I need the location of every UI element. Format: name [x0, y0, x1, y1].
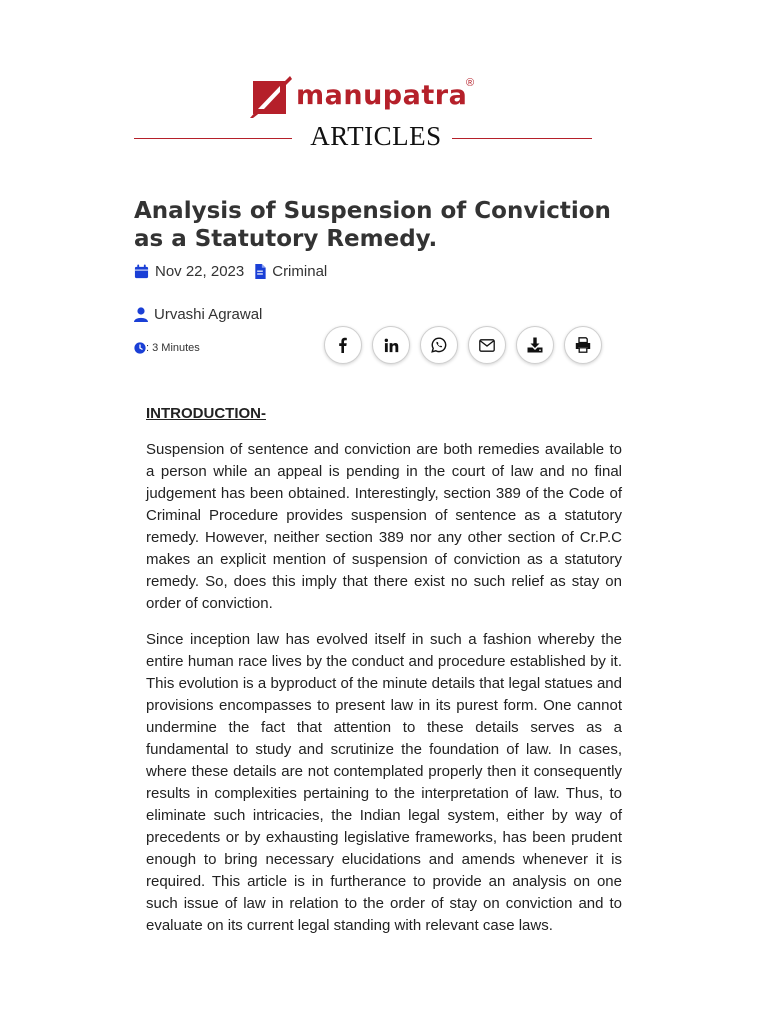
section-heading: INTRODUCTION- [146, 405, 266, 422]
section-title: ARTICLES [310, 121, 442, 151]
header-divider-left [134, 138, 292, 139]
email-icon [479, 339, 495, 352]
article-category-link[interactable]: Criminal [272, 262, 328, 280]
print-button[interactable] [564, 326, 602, 364]
share-whatsapp-button[interactable] [420, 326, 458, 364]
manupatra-logo-icon [250, 76, 292, 118]
share-facebook-button[interactable] [324, 326, 362, 364]
print-icon [575, 337, 591, 353]
linkedin-icon [384, 338, 399, 353]
brand-name: manupatra [296, 80, 468, 111]
whatsapp-icon [431, 337, 447, 353]
header-divider-right [452, 138, 592, 139]
author-name[interactable]: Urvashi Agrawal [154, 306, 263, 323]
article-body [146, 403, 622, 951]
article-meta [134, 261, 327, 281]
download-icon [527, 337, 543, 353]
paragraph: Suspension of sentence and conviction are both remedies available to a person while an appeal is pending in the court of law and no final judgement has been obtained. Interestingly, section 389 of the Code of Criminal Procedure provides suspension of sentence as a statutory remedy. However, neither section 389 nor any other section of Cr.P.C makes an explicit mention of suspension of conviction as a statutory remedy. So, does this imply that there exist no such relief as stay on order of conviction. [146, 441, 622, 612]
article-title: Analysis of Suspension of Conviction as a Statutory Remedy. [134, 198, 611, 252]
registered-mark: ® [466, 77, 475, 89]
calendar-icon [134, 264, 149, 279]
download-button[interactable] [516, 326, 554, 364]
share-email-button[interactable] [468, 326, 506, 364]
clock-icon [134, 342, 146, 354]
read-time [134, 342, 200, 354]
article-date: Nov 22, 2023 [155, 262, 245, 280]
share-buttons [324, 326, 612, 364]
manupatra-logo[interactable] [250, 74, 480, 118]
author [134, 306, 262, 323]
facebook-icon [335, 337, 351, 353]
user-icon [134, 307, 148, 322]
share-linkedin-button[interactable] [372, 326, 410, 364]
document-icon [254, 264, 266, 279]
paragraph: Since inception law has evolved itself in such a fashion whereby the entire human race lives by the conduct and procedure established by it. This evolution is a byproduct of the minute details that legal statues and provisions encompasses to present law in its purest form. One cannot undermine the fact that attention to these details serves as a fundamental to study and scrutinize the foundation of law. In cases, where these details are not contemplated properly then it consequently results in complexities pertaining to the interpretation of law. Thus, to eliminate such intricacies, the Indian legal system, either by way of precedents or by exhausting legislative frameworks, has been prudent enough to bring necessary elucidations and amends whenever it is required. This article is in furtherance to provide an analysis on one such issue of law in relation to the order of stay on conviction and to evaluate on its current legal standing with relevant case laws. [146, 631, 622, 934]
read-time-text: : 3 Minutes [146, 342, 200, 354]
